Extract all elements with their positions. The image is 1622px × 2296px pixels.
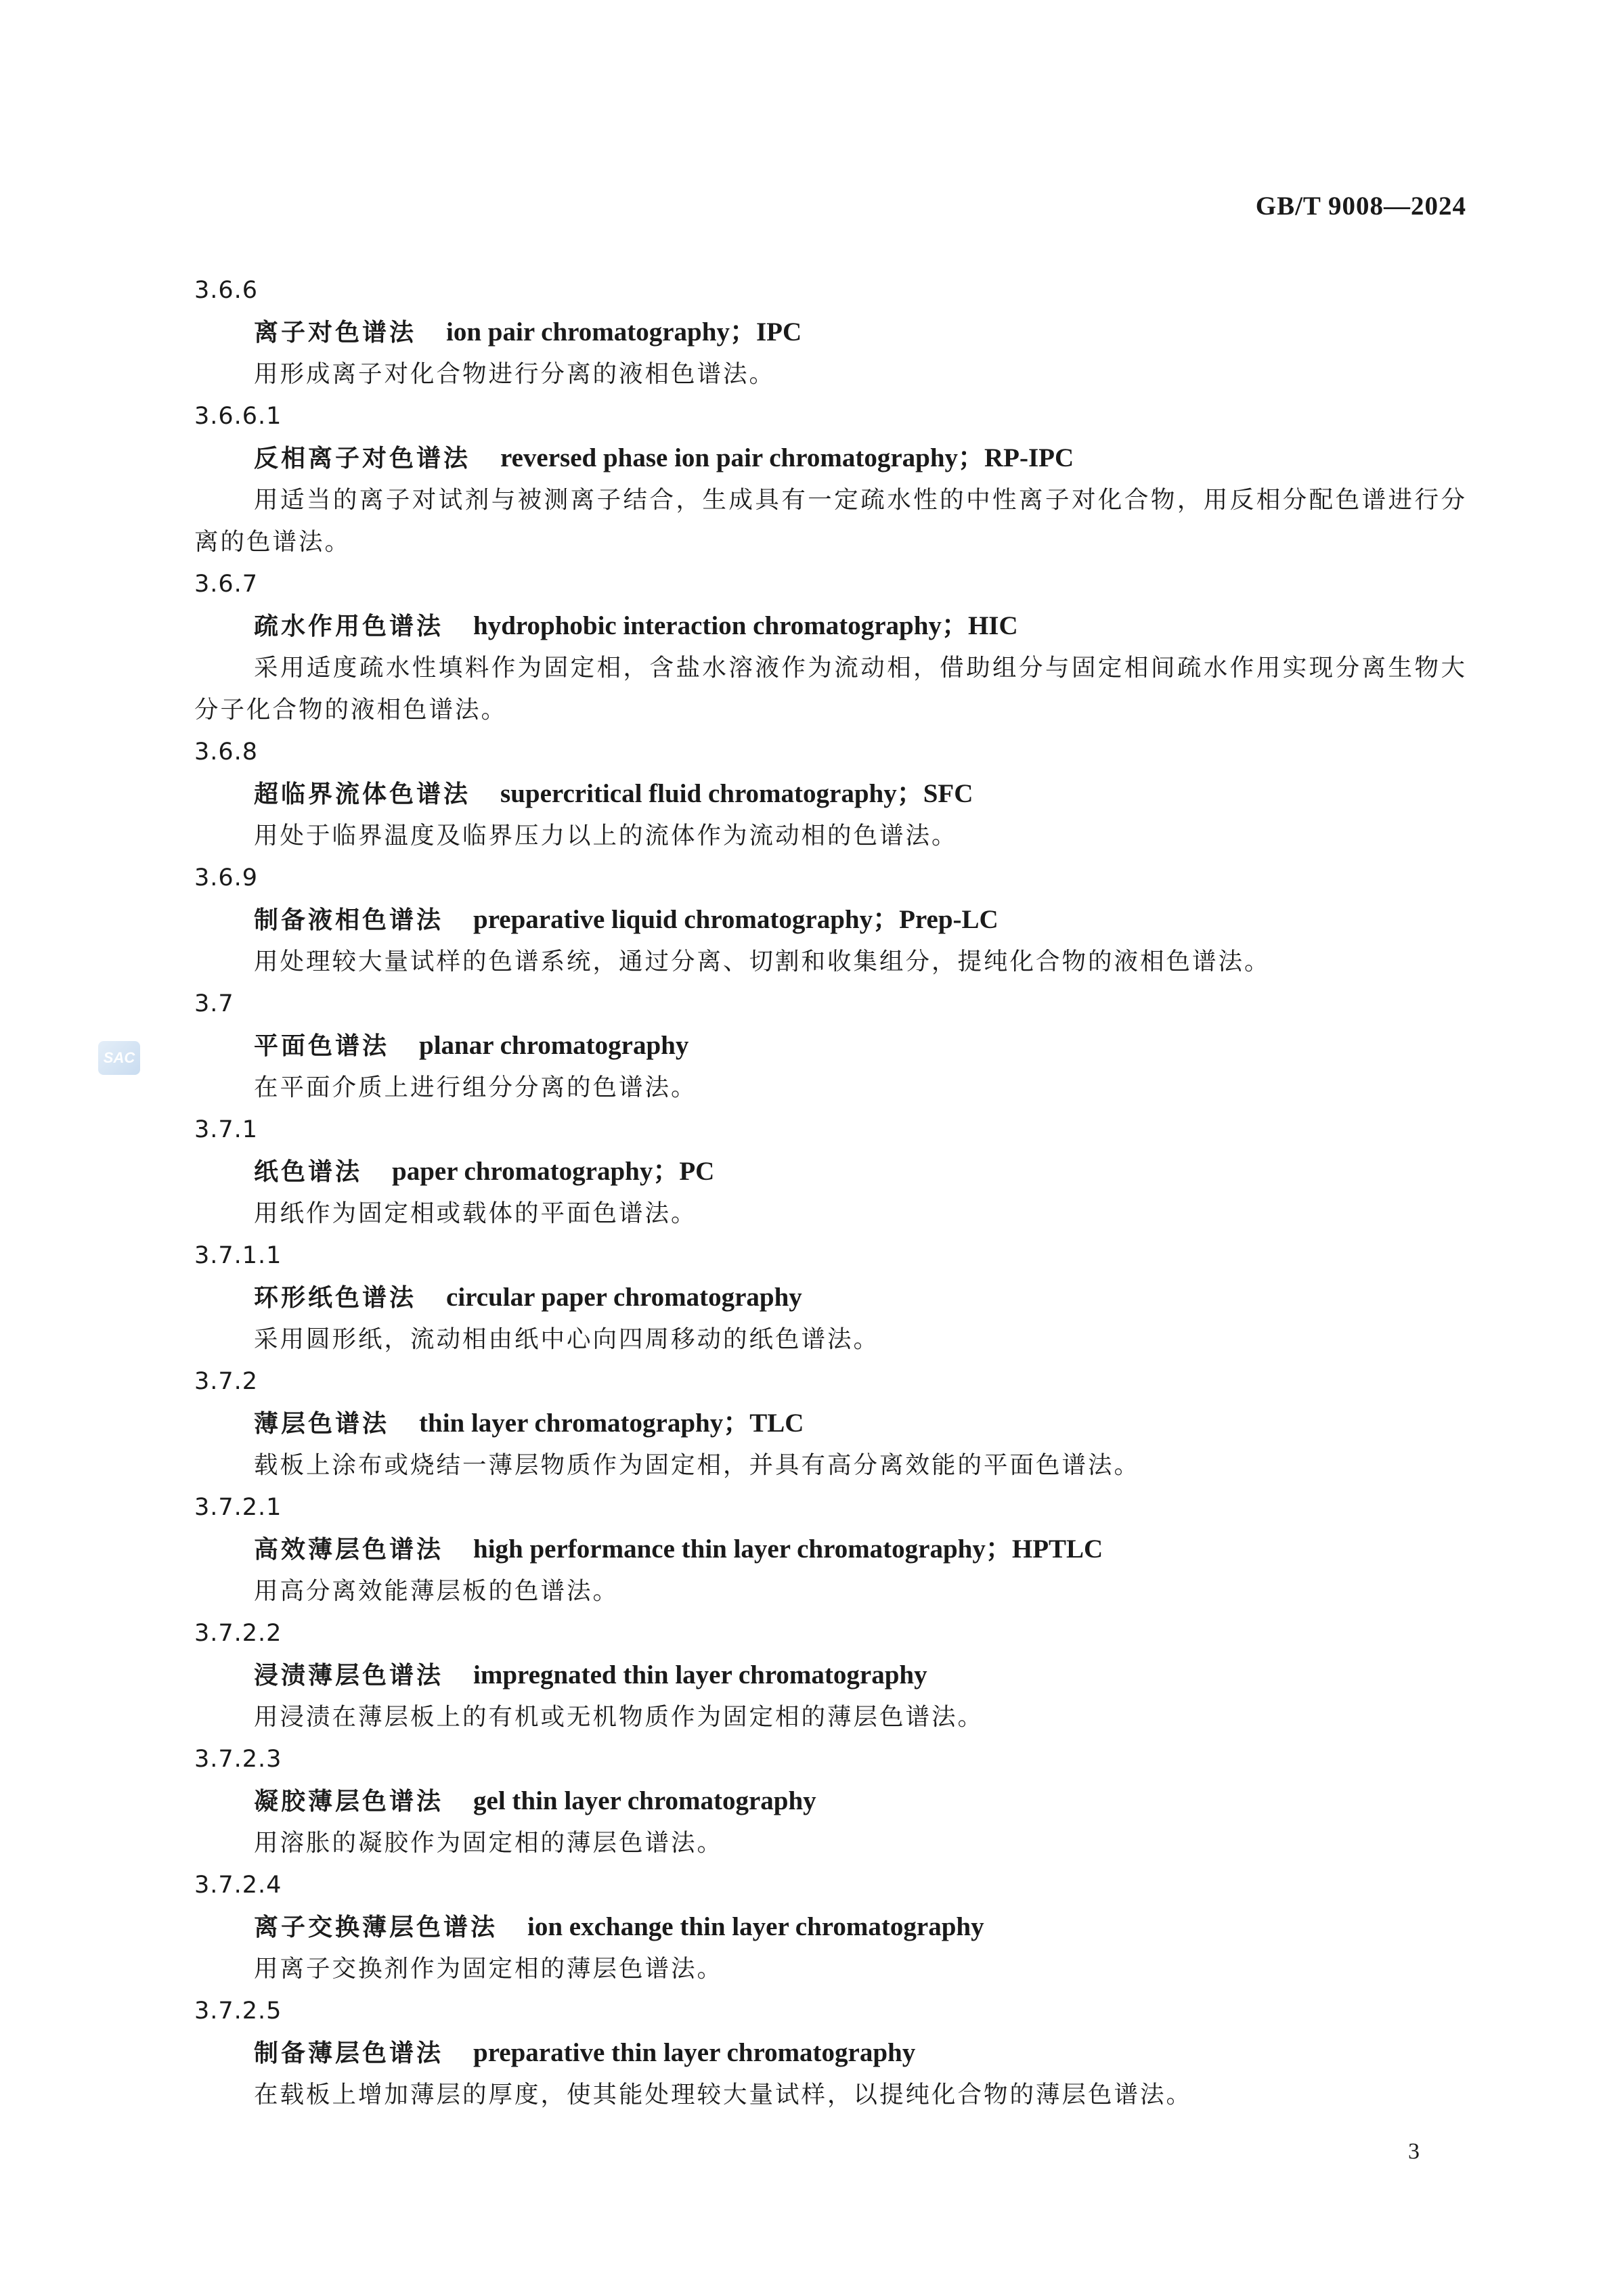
term-definition: 采用圆形纸，流动相由纸中心向四周移动的纸色谱法。 [254,1325,880,1353]
term-heading [194,1906,1467,1948]
term-number: 3.7.2.3 [194,1746,282,1773]
term-entry [194,1486,1467,1612]
term-definition: 在平面介质上进行组分分离的色谱法。 [254,1074,697,1101]
term-number: 3.6.7 [194,571,259,598]
term-entry [194,731,1467,857]
term-entry [194,857,1467,983]
term-chinese: 凝胶薄层色谱法 [254,1788,444,1815]
term-chinese: 制备液相色谱法 [254,906,444,934]
term-chinese: 薄层色谱法 [254,1410,390,1438]
term-chinese: 纸色谱法 [254,1158,363,1186]
term-heading [194,1025,1467,1067]
sac-watermark-logo [98,1041,140,1075]
term-heading [194,605,1467,647]
term-entry [194,1864,1467,1990]
term-chinese: 浸渍薄层色谱法 [254,1662,444,1690]
term-chinese: 离子对色谱法 [254,319,417,347]
term-number: 3.6.6.1 [194,403,282,430]
standard-code: GB/T 9008—2024 [1255,192,1466,221]
term-english: ion pair chromatography；IPC [446,317,802,347]
term-entry [194,395,1467,563]
term-definition: 用纸作为固定相或载体的平面色谱法。 [254,1199,697,1227]
term-heading [194,1151,1467,1193]
page-number: 3 [1408,2139,1420,2164]
term-chinese: 平面色谱法 [254,1032,390,1060]
term-entry [194,1361,1467,1486]
term-entry [194,269,1467,395]
term-heading [194,2032,1467,2074]
term-definition: 在载板上增加薄层的厚度，使其能处理较大量试样，以提纯化合物的薄层色谱法。 [254,2081,1193,2109]
term-english: supercritical fluid chromatography；SFC [500,779,973,808]
term-number: 3.7.1.1 [194,1242,282,1269]
term-list [194,269,1467,2116]
term-number: 3.6.6 [194,277,259,304]
term-chinese: 反相离子对色谱法 [254,445,471,472]
term-chinese: 疏水作用色谱法 [254,613,444,640]
term-chinese: 制备薄层色谱法 [254,2039,444,2067]
term-number: 3.6.8 [194,738,259,766]
term-heading [194,1403,1467,1444]
term-heading [194,1780,1467,1822]
term-english: circular paper chromatography [446,1283,802,1312]
term-english: planar chromatography [419,1031,689,1060]
term-definition: 用高分离效能薄层板的色谱法。 [254,1577,619,1605]
term-definition: 用浸渍在薄层板上的有机或无机物质作为固定相的薄层色谱法。 [254,1703,984,1731]
term-heading [194,1277,1467,1319]
term-heading [194,311,1467,353]
term-heading [194,1528,1467,1570]
term-definition: 用离子交换剂作为固定相的薄层色谱法。 [254,1955,724,1983]
term-chinese: 高效薄层色谱法 [254,1536,444,1564]
term-number: 3.7.2.2 [194,1620,282,1647]
term-chinese: 超临界流体色谱法 [254,780,471,808]
term-english: gel thin layer chromatography [473,1786,816,1815]
term-number: 3.7.2.5 [194,1997,282,2025]
term-definition: 采用适度疏水性填料作为固定相，含盐水溶液作为流动相，借助组分与固定相间疏水作用实现分离生物大分子化合物的液相色谱法。 [194,654,1467,724]
term-definition: 用溶胀的凝胶作为固定相的薄层色谱法。 [254,1829,724,1857]
term-english: preparative liquid chromatography；Prep-LC [473,905,999,934]
term-chinese: 环形纸色谱法 [254,1284,417,1312]
term-entry [194,563,1467,731]
term-number: 3.6.9 [194,864,259,891]
term-english: high performance thin layer chromatography；HPTLC [473,1535,1103,1564]
term-chinese: 离子交换薄层色谱法 [254,1914,498,1941]
term-number: 3.7.2.4 [194,1872,282,1899]
term-heading [194,1654,1467,1696]
term-number: 3.7 [194,990,234,1017]
term-definition: 用处于临界温度及临界压力以上的流体作为流动相的色谱法。 [254,822,958,849]
term-definition: 用形成离子对化合物进行分离的液相色谱法。 [254,360,776,388]
term-definition: 用适当的离子对试剂与被测离子结合，生成具有一定疏水性的中性离子对化合物，用反相分配色谱进行分离的色谱法。 [194,486,1467,556]
term-english: thin layer chromatography；TLC [419,1409,804,1438]
term-entry [194,1109,1467,1235]
term-entry [194,1612,1467,1738]
term-english: preparative thin layer chromatography [473,2038,916,2067]
term-number: 3.7.2.1 [194,1494,282,1521]
term-heading [194,773,1467,815]
term-entry [194,1990,1467,2116]
term-heading [194,899,1467,941]
sac-watermark-text: SAC [103,1049,135,1066]
term-english: paper chromatography；PC [392,1157,715,1186]
term-definition: 载板上涂布或烧结一薄层物质作为固定相，并具有高分离效能的平面色谱法。 [254,1451,1141,1479]
term-english: impregnated thin layer chromatography [473,1660,927,1690]
term-english: reversed phase ion pair chromatography；RP-IPC [500,443,1074,472]
term-entry [194,1235,1467,1361]
term-english: hydrophobic interaction chromatography；HIC [473,611,1018,640]
term-english: ion exchange thin layer chromatography [527,1912,984,1941]
term-entry [194,1738,1467,1864]
term-number: 3.7.2 [194,1368,259,1395]
term-heading [194,437,1467,479]
term-number: 3.7.1 [194,1116,259,1143]
term-entry [194,983,1467,1109]
term-definition: 用处理较大量试样的色谱系统，通过分离、切割和收集组分，提纯化合物的液相色谱法。 [254,948,1271,975]
